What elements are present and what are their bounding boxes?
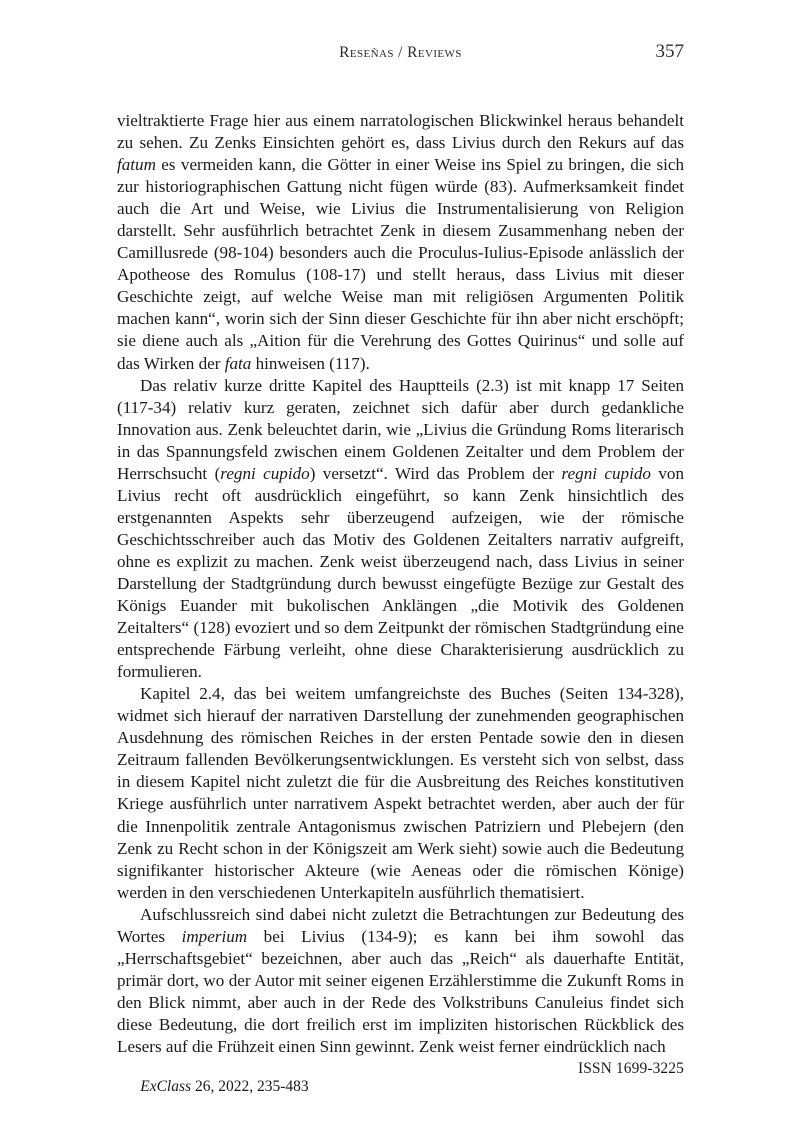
text-run: hinweisen (117). (251, 353, 370, 373)
text-run: ) versetzt“. Wird das Problem der (309, 463, 562, 483)
journal-name: ExClass (140, 1078, 192, 1095)
text-run: Kapitel 2.4, das bei weitem umfangreichste des Buches (Seiten 134-328), widmet sich hierauf der narrativen Darstellung der zunehmenden geographischen Ausdehnung des römischen Reiches in der ersten Pentade sowie den in diesen Zeitraum fallenden Bevölkerungsentwicklungen. Es versteht sich von selbst, dass in diesem Kapitel nicht zuletzt die für die Ausbreitung des Reiches konstitutiven Kriege ausführlich unter narrativem Aspekt betrachtet werden, aber auch der für die Innenpolitik zentrale Antagonismus zwischen Patriziern und Plebejern (den Zenk zu Recht schon in der Königszeit am Werk sieht) sowie auch die Bedeutung signifikanter historischer Akteure (wie Aeneas oder die römischen Könige) werden in den verschiedenen Unterkapiteln ausführlich thematisiert. (117, 684, 684, 902)
body-text (117, 110, 684, 1058)
text-run: es vermeiden kann, die Götter in einer Weise ins Spiel zu bringen, die sich zur historiographischen Gattung nicht fügen würde (83). Aufmerksamkeit findet auch die Art und Weise, wie Livius die Instrumentalisierung von Religion darstellt. Sehr ausführlich betrachtet Zenk in diesem Zusammenhang neben der Camillusrede (98-104) besonders auch die Proculus-Iulius-Episode anlässlich der Apotheose des Romulus (108-17) und stellt heraus, dass Livius mit dieser Geschichte zeigt, auf welche Weise man mit religiösen Argumenten Politik machen kann“, worin sich der Sinn dieser Geschichte für ihn aber nicht erschöpft; sie diene auch als „Aition für die Verehrung des Gottes Quirinus“ und solle auf das Wirken der (117, 155, 684, 373)
italic-term: regni cupido (220, 463, 310, 483)
body-paragraph (117, 904, 684, 1058)
footer-citation (117, 1060, 309, 1114)
running-head (117, 41, 684, 68)
italic-term: regni cupido (561, 463, 651, 483)
text-run: von Livius recht oft ausdrücklich eingeführt, so kann Zenk hinsichtlich des erstgenannten Aspekts sehr überzeugend aufzeigen, wie der römische Geschichtsschreiber auch das Motiv des Goldenen Zeitalters narrativ aufgreift, ohne es explizit zu machen. Zenk weist überzeugend nach, dass Livius in seiner Darstellung der Stadtgründung durch bewusst eingefügte Bezüge zur Gestalt des Königs Euander mit bukolischen Anklängen „die Motivik des Goldenen Zeitalters“ (128) evoziert und so dem Zeitpunkt der römischen Stadtgründung eine entsprechende Färbung verleiht, ohne diese Charakterisierung ausdrücklich zu formulieren. (117, 463, 684, 682)
body-paragraph (117, 110, 684, 375)
italic-term: fatum (117, 155, 156, 175)
running-head-title: Reseñas / Reviews (339, 44, 462, 61)
italic-term: imperium (181, 926, 248, 946)
page-footer (117, 1060, 684, 1114)
body-paragraph (117, 683, 684, 903)
text-run: Aufschlussreich sind dabei nicht zuletzt die Betrachtungen zur Bedeutung des Wortes (117, 904, 684, 946)
body-paragraph (117, 375, 684, 684)
footer-citation-detail: 26, 2022, 235-483 (191, 1078, 309, 1095)
footer-issn: ISSN 1699-3225 (577, 1060, 684, 1077)
text-run: Das relativ kurze dritte Kapitel des Hauptteils (2.3) ist mit knapp 17 Seiten (117-34) relativ kurz geraten, zeichnet sich dafür aber durch gedankliche Innovation aus. Zenk beleuchtet darin, wie „Livius die Gründung Roms literarisch in das Spannungsfeld zwischen einem Goldenen Zeitalter und dem Problem der Herrschsucht ( (117, 375, 684, 483)
italic-term: fata (224, 353, 252, 373)
text-run: vieltraktierte Frage hier aus einem narratologischen Blickwinkel heraus behandelt zu sehen. Zu Zenks Einsichten gehört es, dass Livius durch den Rekurs auf das (117, 111, 684, 153)
page-number: 357 (655, 41, 684, 62)
text-run: bei Livius (134-9); es kann bei ihm sowohl das „Herrschaftsgebiet“ bezeichnen, aber auch das „Reich“ als dauerhafte Entität, primär dort, wo der Autor mit seiner eigenen Erzählerstimme die Zukunft Roms in den Blick nimmt, aber auch in der Rede des Volkstribuns Canuleius findet sich diese Bedeutung, die dort freilich erst im impliziten historischen Rückblick des Lesers auf die Frühzeit einen Sinn gewinnt. Zenk weist ferner eindrücklich nach (117, 926, 684, 1056)
